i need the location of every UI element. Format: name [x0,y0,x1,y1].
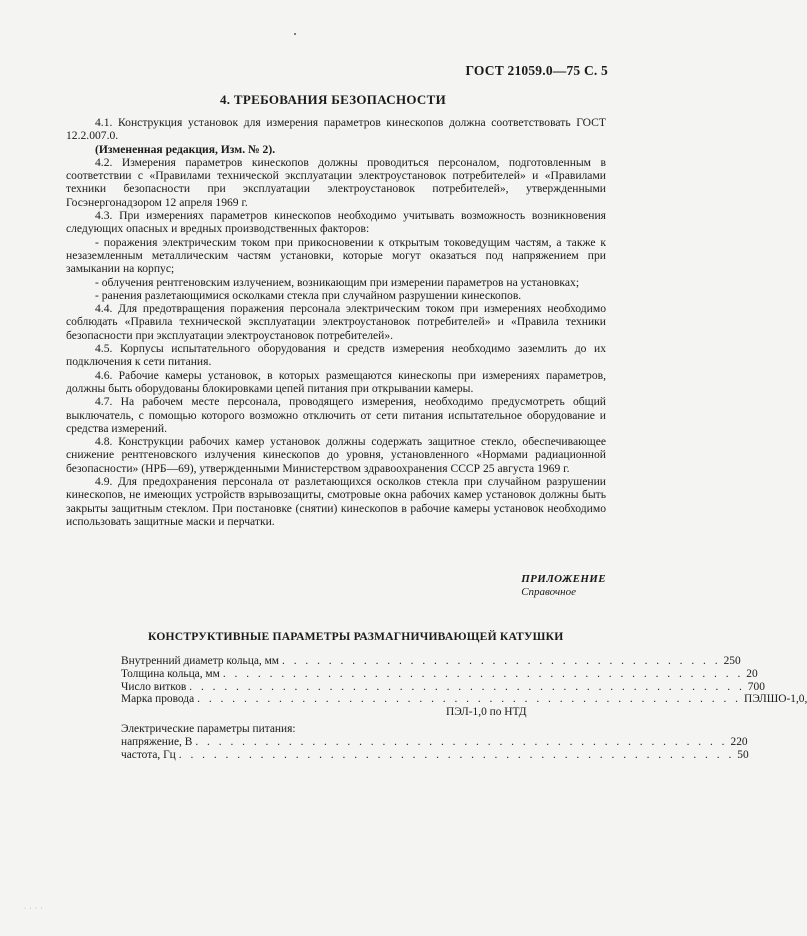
paragraph-4-6: 4.6. Рабочие камеры установок, в которых размещаются кинескопы при измерениях параметров, должны быть оборудованы блокировками цепей питания при открывании камеры. [66,368,606,395]
param-row [121,693,807,706]
leader-dots: . . . . . . . . . . . . . . . . . . . . . . . . . . . . . . . . . . . . . . . . . . . . . . . . [178,748,735,761]
paragraph-4-7: 4.7. На рабочем месте персонала, проводящего измерения, необходимо предусмотреть общий выключатель, с помощью которого возможно отключить от сети питания испытательное оборудование и средства измерений. [66,395,606,435]
electrical-heading: Электрические параметры питания: [121,722,296,735]
param-name: частота, Гц [121,748,176,761]
param-value: ПЭЛШО-1,0, [744,693,807,706]
hazard-item-xray: - облучения рентгеновским излучением, возникающим при измерении параметров на установках; [95,275,580,289]
param-value: ПЭЛ-1,0 по НТД [446,706,527,719]
paragraph-4-3: 4.3. При измерениях параметров кинескопов необходимо учитывать возможность возникновения следующих опасных и вредных производственных факторов: [66,209,606,236]
param-value: 220 [730,735,748,748]
scan-mark: · · · · [24,906,44,912]
param-value: 250 [723,655,741,667]
param-value: 20 [746,667,758,680]
paragraph-4-4: 4.4. Для предотвращения поражения персонала электрическим током при измерениях необходимо соблюдать «Правила технической эксплуатации электроустановок потребителей» и «Правила техники безопасности при эксплуатации электроустановок потребителей». [66,302,606,342]
paragraph-4-9: 4.9. Для предохранения персонала от разлетающихся осколков стекла при случайном разрушении кинескопов, не имеющих устройств взрывозащиты, смотровые окна рабочих камер установок должны быть закрыты защитным стеклом. При постановке (снятии) кинескопов в рабочие камеры установок необходимо использовать защитные маски и перчатки. [66,475,606,528]
leader-dots: . . . . . . . . . . . . . . . . . . . . . . . . . . . . . . . . . . . . . . . . . . . . . . [195,735,728,748]
paragraph-4-8: 4.8. Конструкции рабочих камер установок должны содержать защитное стекло, обеспечивающее снижение рентгеновского излучения кинескопов до уровня, установленного «Нормами радиационной безопасности» (НРБ—69), утвержденными Министерством здравоохранения СССР 25 августа 1969 г. [66,435,606,475]
coil-title: КОНСТРУКТИВНЫЕ ПАРАМЕТРЫ РАЗМАГНИЧИВАЮЩЕЙ КАТУШКИ [148,630,564,643]
paragraph-4-1: 4.1. Конструкция установок для измерения параметров кинескопов должна соответствовать ГОСТ 12.2.007.0. [66,116,606,143]
param-name: Марка провода [121,693,195,706]
param-value: 700 [747,680,765,693]
leader-dots: . . . . . . . . . . . . . . . . . . . . . . . . . . . . . . . . . . . . . . [282,655,721,667]
coil-parameters [121,655,807,761]
param-name: Число витков [121,680,187,693]
param-name: напряжение, В [121,735,193,748]
param-row [121,655,741,668]
param-value: 50 [737,748,749,761]
leader-dots: . . . . . . . . . . . . . . . . . . . . . . . . . . . . . . . . . . . . . . . . . . . . . [222,667,744,680]
paragraph-4-5: 4.5. Корпусы испытательного оборудования и средств измерения необходимо заземлить до их подключения к сети питания. [66,342,606,369]
param-row [121,748,749,762]
param-name: Внутренний диаметр кольца, мм [121,655,280,667]
section-title: 4. ТРЕБОВАНИЯ БЕЗОПАСНОСТИ [220,92,446,107]
leader-dots: . . . . . . . . . . . . . . . . . . . . . . . . . . . . . . . . . . . . . . . . . . . . . . . [197,693,741,706]
paragraph-4-2: 4.2. Измерения параметров кинескопов должны проводиться персоналом, подготовленным в соответствии с «Правилами технической эксплуатации электроустановок потребителей» и «Правилами техники безопасности при эксплуатации электроустановок потребителей», утвержденными Госэнергонадзором 12 апреля 1969 г. [66,155,606,209]
stray-dot [294,33,296,35]
param-row [121,706,541,719]
hazard-item-electric: - поражения электрическим током при прикосновении к открытым токоведущим частям, а также к незаземленным металлическим частям установки, которые могут оказаться под напряжением при замыкании на корпус; [66,235,606,276]
param-row [121,735,748,749]
appendix-title: ПРИЛОЖЕНИЕ [521,573,606,585]
standard-reference: ГОСТ 21059.0—75 С. 5 [465,63,608,78]
param-row [121,680,765,694]
appendix-label [521,573,606,599]
leader-dots: . . . . . . . . . . . . . . . . . . . . . . . . . . . . . . . . . . . . . . . . . . . . . . . . [189,680,745,693]
section-body [66,116,606,528]
appendix-subtitle: Справочное [521,586,576,598]
amendment-note: (Измененная редакция, Изм. № 2). [95,142,276,156]
param-row [121,667,758,681]
param-name: Толщина кольца, мм [121,667,220,680]
hazard-item-glass: - ранения разлетающимися осколками стекла при случайном разрушении кинескопов. [95,288,522,302]
